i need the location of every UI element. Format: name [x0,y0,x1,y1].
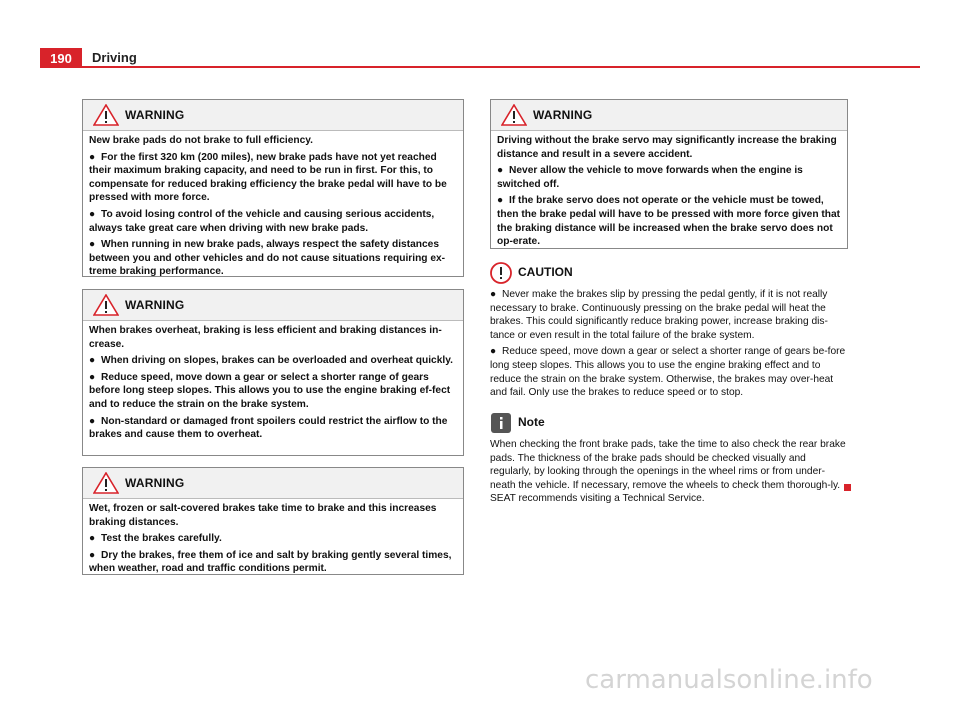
warning-box-wet-brakes [82,467,464,575]
warning-header [491,100,847,131]
note-icon [490,412,512,434]
caution-section [490,262,848,403]
note-text: When checking the front brake pads, take the time to also check the rear brake pads. The thickness of the brake pads should be checked visually and regularly, by looking through the openings in the wheel rims or from under-neath the vehicle. If necessary, remove the wheels to check them thorough-ly. SEAT recommends visiting a Technical Service. [490,439,846,505]
watermark: carmanualsonline.info [585,665,873,695]
warning-bullet: ● Test the brakes carefully. [89,533,222,545]
warning-body [83,499,463,583]
warning-triangle-icon [501,104,527,126]
warning-header [83,468,463,499]
caution-title: CAUTION [518,265,573,280]
warning-body [83,131,463,286]
header-divider [82,66,920,68]
warning-intro: Driving without the brake servo may significantly increase the braking distance and result in a severe accident. [497,135,837,160]
warning-bullet: ● Never allow the vehicle to move forwards when the engine is switched off. [497,165,803,190]
caution-bullet: ● Never make the brakes slip by pressing the pedal gently, if it is not really necessary to brake. Continuously pressing on the brake pedal will heat the brakes. This could significantly reduce braking power, increase braking dis-tance or even result in the total failure of the brake system. [490,289,828,341]
warning-header [83,290,463,321]
warning-triangle-icon [93,472,119,494]
warning-intro: New brake pads do not brake to full efficiency. [89,135,313,146]
warning-title: WARNING [125,476,185,490]
warning-bullet: ● When driving on slopes, brakes can be overloaded and overheat quickly. [89,355,453,367]
warning-intro: Wet, frozen or salt-covered brakes take time to brake and this increases braking distances. [89,503,437,528]
end-of-section-marker [844,484,851,491]
warning-box-overheat [82,289,464,456]
warning-bullet: ● To avoid losing control of the vehicle and causing serious accidents, always take great care when driving with new brake pads. [89,208,435,234]
warning-bullet: ● For the first 320 km (200 miles), new brake pads have not yet reached their maximum braking capacity, and need to be run in first. For this, to compensate for reduced braking efficiency the brake pedal will have to be pressed with more force. [89,151,447,204]
warning-bullet: ● Dry the brakes, free them of ice and salt by braking gently several times, when weather, road and traffic conditions permit. [89,549,452,575]
caution-bullet: ● Reduce speed, move down a gear or select a shorter range of gears be-fore long steep slopes. This allows you to use the engine braking effect and to reduce the strain on the brake system. Otherwise, the brakes may over-heat and fail. Only use the brakes to reduce speed or to stop. [490,346,846,399]
warning-triangle-icon [93,104,119,126]
page-number: 190 [40,48,82,68]
note-section [490,412,848,509]
warning-body [491,131,847,256]
section-title: Driving [92,50,137,65]
warning-body [83,321,463,449]
warning-box-new-brake-pads [82,99,464,277]
caution-header [490,262,848,284]
warning-triangle-icon [93,294,119,316]
note-title: Note [518,415,545,430]
warning-bullet: ● If the brake servo does not operate or the vehicle must be towed, then the brake pedal will have to be pressed with more force given that the braking distance will be increased when the brake servo does not op-erate. [497,195,841,248]
warning-title: WARNING [125,298,185,312]
warning-box-brake-servo [490,99,848,249]
warning-header [83,100,463,131]
warning-intro: When brakes overheat, braking is less efficient and braking distances in-crease. [89,325,442,350]
warning-title: WARNING [125,108,185,122]
caution-icon [490,262,512,284]
warning-bullet: ● Reduce speed, move down a gear or select a shorter range of gears before long steep slopes. This allows you to use the engine braking ef-fect and to reduce the strain on the brake system. [89,371,451,410]
warning-bullet: ● Non-standard or damaged front spoilers could restrict the airflow to the brakes and cause them to overheat. [89,415,448,441]
warning-title: WARNING [533,108,593,122]
note-header [490,412,848,434]
warning-bullet: ● When running in new brake pads, always respect the safety distances between you and other vehicles and do not cause situations requiring ex-treme braking performance. [89,239,446,278]
